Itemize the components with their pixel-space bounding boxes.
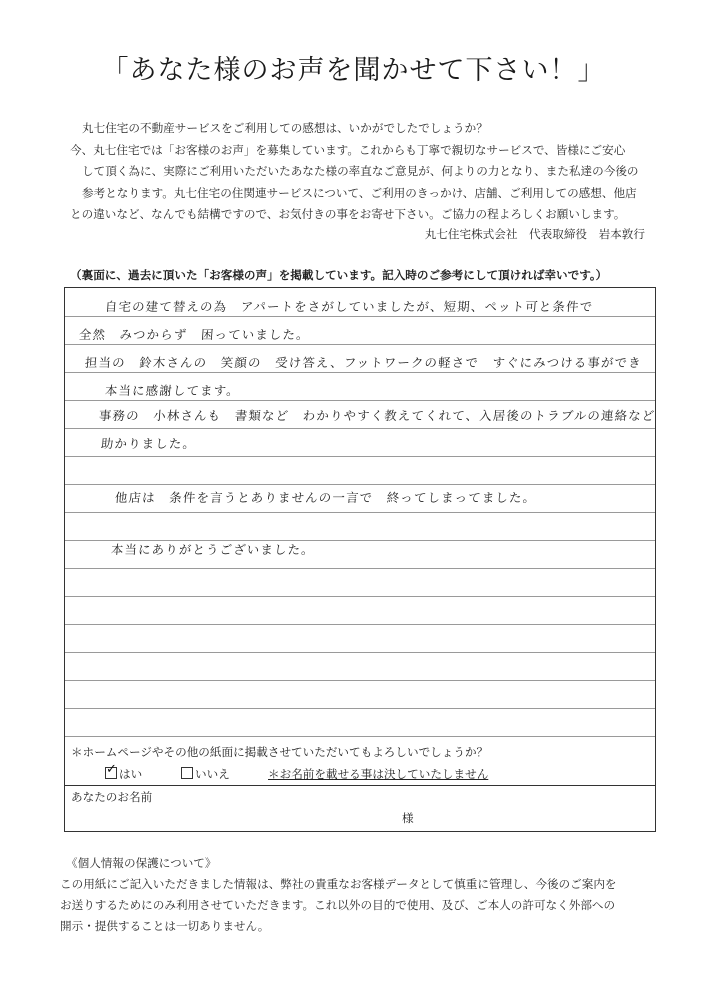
- privacy-line: お送りするためにのみ利用させていただきます。これ以外の目的で使用、及び、ご本人の許可なく外部への: [60, 898, 616, 912]
- consent-yes-option[interactable]: [105, 766, 142, 782]
- signature: 丸七住宅株式会社 代表取締役 岩本敦行: [424, 227, 645, 241]
- handwritten-line: 本当に感謝してます。: [104, 383, 241, 398]
- privacy-heading: 《個人情報の保護について》: [66, 856, 217, 870]
- name-label: あなたのお名前: [71, 790, 153, 804]
- handwritten-line: 全然 みつからず 困っていました。: [78, 327, 311, 342]
- privacy-section: [60, 853, 660, 937]
- name-field[interactable]: [165, 788, 395, 828]
- handwritten-line: 担当の 鈴木さんの 笑顔の 受け答え、フットワークの軽さで すぐにみつける事ができ: [84, 355, 643, 370]
- feedback-form: [64, 287, 656, 832]
- name-notice: ＊お名前を載せる事は決していたしません: [268, 767, 489, 781]
- consent-question: ＊ホームページやその他の紙面に掲載させていただいてもよろしいでしょうか？: [71, 745, 489, 759]
- page-title: 「あなた様のお声を聞かせて下さい！」: [101, 55, 606, 86]
- intro-line: 今、丸七住宅では「お客様のお声」を募集しています。これからも丁寧で親切なサービスで、皆様にご安心: [70, 142, 626, 157]
- yes-checkbox[interactable]: [105, 767, 117, 779]
- intro-text: [70, 118, 660, 226]
- privacy-line: 開示・提供することは一切ありません。: [60, 919, 270, 933]
- handwritten-line: 助かりました。: [100, 436, 197, 451]
- handwritten-line: 自宅の建て替えの為 アパートをさがしていましたが、短期、ペット可と条件で: [104, 299, 594, 314]
- intro-line: 参考となります。丸七住宅の住関連サービスについて、ご利用のきっかけ、店舗、ご利用しての感想、他店: [82, 185, 637, 200]
- intro-line: との違いなど、なんでも結構ですので、お気付きの事をお寄せ下さい。ご協力の程よろしくお願いします。: [70, 207, 626, 221]
- no-label: いいえ: [195, 767, 230, 781]
- intro-line: 丸七住宅の不動産サービスをご利用しての感想は、いかがでしたでしょうか？: [82, 121, 488, 135]
- yes-label: はい: [119, 767, 143, 781]
- privacy-line: この用紙にご記入いただきました情報は、弊社の貴重なお客様データとして慎重に管理し、今後のご案内を: [60, 877, 617, 891]
- handwritten-line: 事務の 小林さんも 書類など わかりやすく教えてくれて、入居後のトラブルの連絡など: [98, 408, 656, 423]
- handwritten-line: 本当にありがとうございました。: [110, 542, 316, 557]
- reference-note: （裏面に、過去に頂いた「お客様の声」を掲載しています。記入時のご参考にして頂ければ幸いです。）: [70, 268, 608, 282]
- name-suffix: 様: [402, 811, 414, 825]
- consent-no-option[interactable]: [181, 766, 230, 782]
- handwritten-line: 他店は 条件を言うとありませんの一言で 終ってしまってました。: [114, 490, 537, 505]
- divider: [65, 785, 655, 786]
- intro-line: して頂く為に、実際にご利用いただいたあなた様の率直なご意見が、何よりの力となり、また私達の今後の: [82, 164, 639, 178]
- no-checkbox[interactable]: [181, 767, 193, 779]
- ruled-writing-area[interactable]: [65, 288, 655, 736]
